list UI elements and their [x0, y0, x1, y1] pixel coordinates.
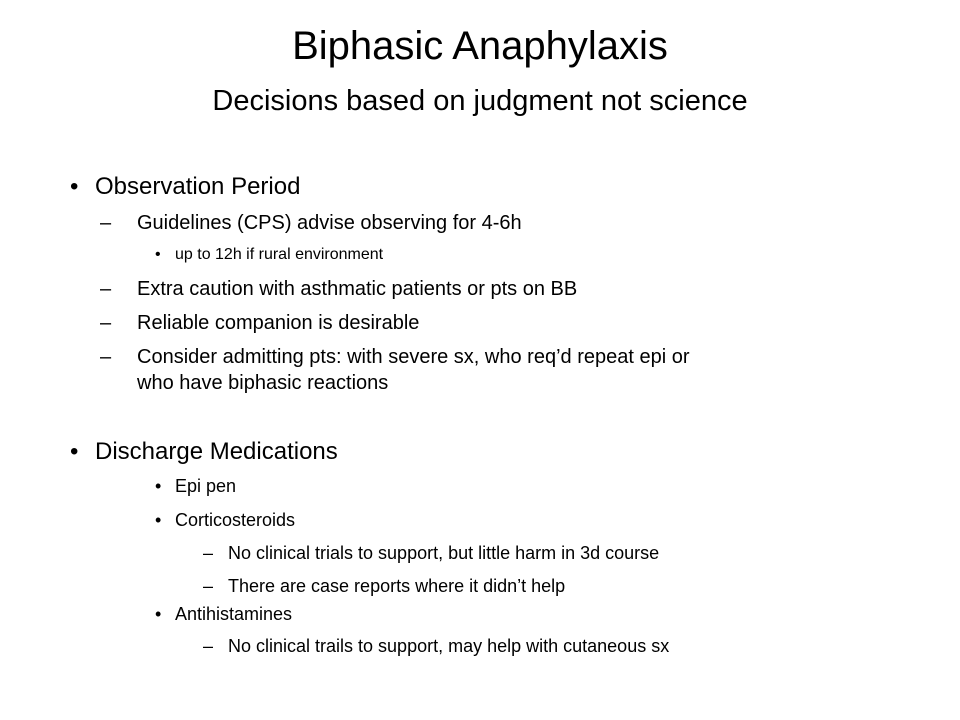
list-item: Epi pen — [175, 476, 237, 496]
bullet-marker: • — [155, 510, 162, 530]
bullet-marker: • — [155, 246, 161, 263]
bullet-marker: • — [70, 173, 79, 200]
list-item: Guidelines (CPS) advise observing for 4-6h — [137, 212, 522, 234]
list-item: Antihistamines — [175, 604, 293, 624]
dash-marker: – — [203, 543, 214, 563]
bullet-marker: • — [155, 604, 162, 624]
dash-marker: – — [100, 212, 112, 234]
list-item-continuation: who have biphasic reactions — [137, 372, 389, 394]
list-item: Corticosteroids — [175, 510, 296, 530]
section-heading-observation: Observation Period — [95, 173, 301, 200]
slide-subtitle: Decisions based on judgment not science — [212, 85, 748, 117]
dash-marker: – — [203, 636, 214, 656]
dash-marker: – — [100, 278, 112, 300]
dash-marker: – — [100, 312, 112, 334]
list-item: Reliable companion is desirable — [137, 312, 420, 334]
list-item: No clinical trails to support, may help with cutaneous sx — [228, 636, 670, 656]
list-item: Extra caution with asthmatic patients or pts on BB — [137, 278, 578, 300]
bullet-marker: • — [70, 438, 79, 465]
slide-title: Biphasic Anaphylaxis — [292, 24, 668, 68]
list-item: Consider admitting pts: with severe sx, who req’d repeat epi or — [137, 346, 690, 368]
bullet-marker: • — [155, 476, 162, 496]
dash-marker: – — [203, 576, 214, 596]
dash-marker: – — [100, 346, 112, 368]
section-heading-discharge: Discharge Medications — [95, 438, 338, 465]
list-item: There are case reports where it didn’t help — [228, 576, 566, 596]
list-item: up to 12h if rural environment — [175, 246, 384, 263]
list-item: No clinical trials to support, but little harm in 3d course — [228, 543, 660, 563]
